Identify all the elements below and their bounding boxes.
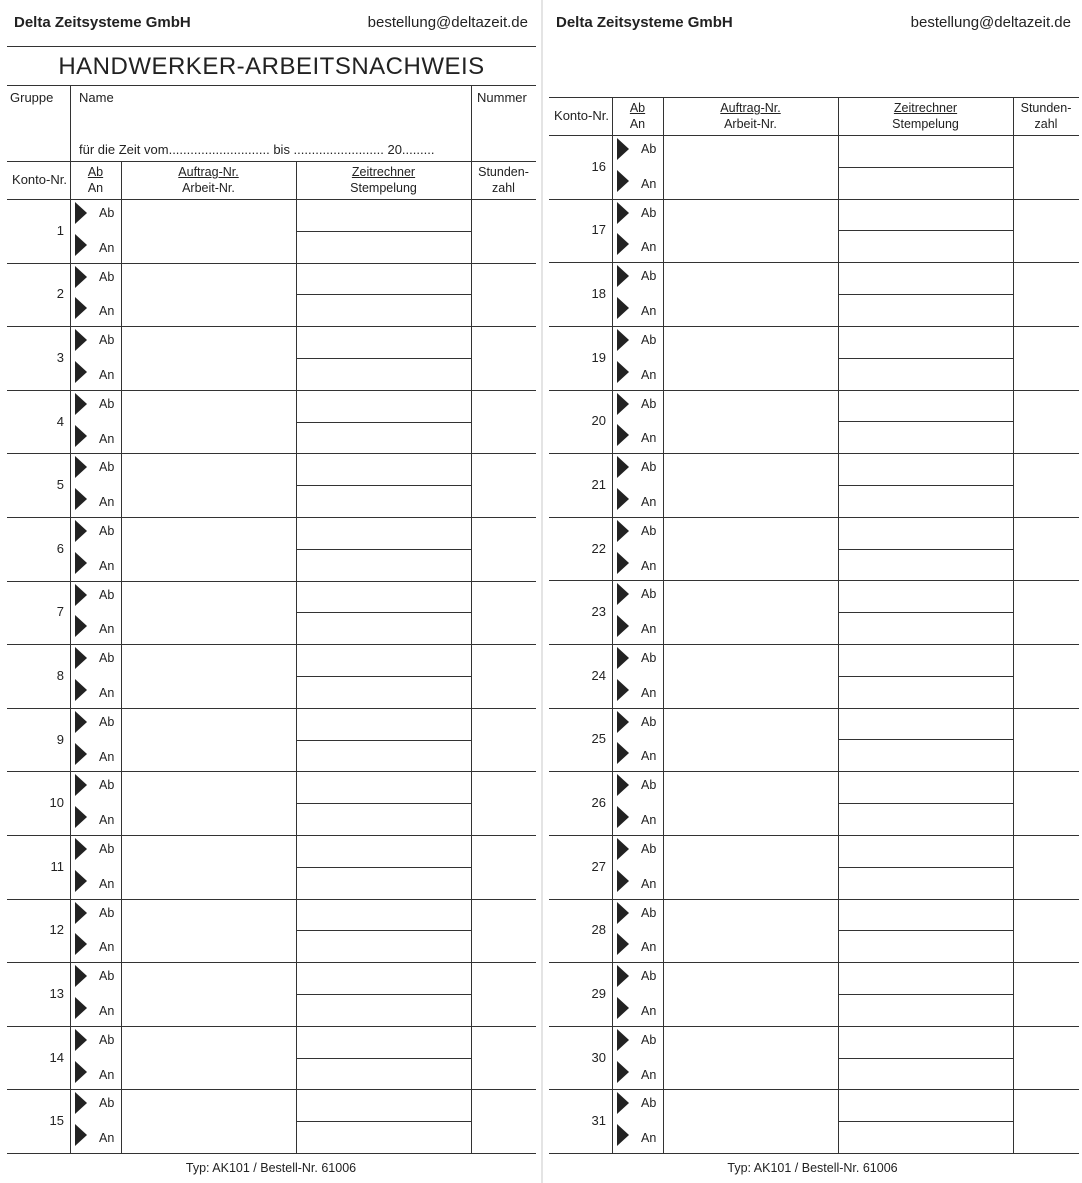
row-rule — [7, 453, 536, 454]
row-rule — [7, 326, 536, 327]
ab-marker-icon — [617, 329, 629, 351]
stempel-split-rule — [296, 1121, 471, 1122]
stempel-split-rule — [296, 612, 471, 613]
konto-number: 9 — [56, 732, 64, 747]
column-divider — [70, 161, 71, 1153]
an-label: An — [99, 368, 115, 382]
ab-label: Ab — [99, 651, 115, 665]
stempel-split-rule — [296, 358, 471, 359]
ab-marker-icon — [75, 266, 87, 288]
konto-number: 3 — [56, 350, 64, 365]
an-label: An — [641, 622, 657, 636]
stempel-split-rule — [296, 294, 471, 295]
konto-number: 26 — [591, 795, 606, 810]
an-label: An — [641, 749, 657, 763]
konto-number: 5 — [56, 477, 64, 492]
column-stundenzahl-suffix: zahl — [1034, 117, 1058, 131]
row-rule — [7, 1026, 536, 1027]
an-marker-icon — [75, 361, 87, 383]
table-bottom-rule — [7, 1153, 536, 1154]
an-marker-icon — [617, 742, 629, 764]
row-rule — [7, 390, 536, 391]
ab-marker-icon — [75, 711, 87, 733]
ab-label: Ab — [641, 651, 657, 665]
ab-marker-icon — [75, 774, 87, 796]
column-divider — [296, 161, 297, 1153]
row-rule — [7, 899, 536, 900]
row-rule — [7, 771, 536, 772]
ab-label: Ab — [641, 269, 657, 283]
row-rule — [7, 1089, 536, 1090]
konto-number: 10 — [49, 795, 64, 810]
stempel-split-rule — [296, 994, 471, 995]
ab-label: Ab — [99, 206, 115, 220]
an-label: An — [641, 877, 657, 891]
an-label: An — [99, 877, 115, 891]
row-rule — [549, 771, 1079, 772]
an-marker-icon — [75, 1061, 87, 1083]
an-marker-icon — [617, 1061, 629, 1083]
stempel-split-rule — [838, 930, 1013, 931]
stempel-split-rule — [296, 549, 471, 550]
an-marker-icon — [617, 552, 629, 574]
an-label: An — [641, 368, 657, 382]
ab-marker-icon — [75, 520, 87, 542]
ab-label: Ab — [99, 715, 115, 729]
company-name: Delta Zeitsysteme GmbH — [556, 14, 733, 31]
column-stundenzahl-suffix: zahl — [492, 181, 515, 195]
stempel-split-rule — [838, 421, 1013, 422]
row-rule — [549, 326, 1079, 327]
company-email: bestellung@deltazeit.de — [910, 14, 1071, 31]
ab-label: Ab — [99, 1033, 115, 1047]
an-label: An — [99, 559, 115, 573]
ab-label: Ab — [641, 1096, 657, 1110]
an-label: An — [99, 686, 115, 700]
konto-number: 15 — [49, 1113, 64, 1128]
row-rule — [549, 262, 1079, 263]
column-auftrag-nr: Auftrag-Nr. — [178, 165, 239, 179]
ab-marker-icon — [75, 838, 87, 860]
gruppe-label: Gruppe — [10, 90, 54, 105]
an-marker-icon — [617, 297, 629, 319]
stempel-split-rule — [838, 994, 1013, 995]
an-label: An — [99, 1131, 115, 1145]
an-label: An — [99, 432, 115, 446]
row-rule — [7, 263, 536, 264]
an-marker-icon — [617, 488, 629, 510]
ab-marker-icon — [75, 647, 87, 669]
column-zeitrechner: Zeitrechner — [893, 101, 958, 115]
ab-label: Ab — [99, 460, 115, 474]
column-stundenzahl: Stunden- — [1020, 101, 1072, 115]
table-bottom-rule — [549, 1153, 1079, 1154]
row-rule — [7, 517, 536, 518]
row-rule — [7, 835, 536, 836]
konto-number: 27 — [591, 859, 606, 874]
footer-order-info: Typ: AK101 / Bestell-Nr. 61006 — [185, 1161, 357, 1175]
nummer-label: Nummer — [477, 90, 527, 105]
an-marker-icon — [617, 615, 629, 637]
konto-number: 11 — [50, 859, 64, 874]
ab-marker-icon — [75, 456, 87, 478]
ab-label: Ab — [99, 588, 115, 602]
konto-number: 29 — [591, 986, 606, 1001]
ab-marker-icon — [75, 202, 87, 224]
an-marker-icon — [75, 425, 87, 447]
row-rule — [7, 581, 536, 582]
an-marker-icon — [75, 1124, 87, 1146]
an-marker-icon — [75, 615, 87, 637]
row-rule — [549, 580, 1079, 581]
ab-label: Ab — [641, 587, 657, 601]
card-back — [543, 0, 1082, 1183]
an-label: An — [641, 686, 657, 700]
ab-marker-icon — [617, 711, 629, 733]
stempel-split-rule — [838, 294, 1013, 295]
stempel-split-rule — [296, 485, 471, 486]
an-label: An — [641, 1131, 657, 1145]
row-rule — [7, 962, 536, 963]
ab-label: Ab — [99, 969, 115, 983]
column-arbeit-nr: Arbeit-Nr. — [724, 117, 777, 131]
ab-marker-icon — [75, 329, 87, 351]
an-label: An — [641, 495, 657, 509]
an-marker-icon — [617, 361, 629, 383]
an-marker-icon — [75, 234, 87, 256]
ab-label: Ab — [99, 270, 115, 284]
column-divider — [663, 97, 664, 1153]
an-label: An — [641, 813, 657, 827]
ab-marker-icon — [617, 265, 629, 287]
an-label: An — [641, 1068, 657, 1082]
ab-label: Ab — [641, 206, 657, 220]
column-an: An — [629, 117, 646, 131]
column-arbeit-nr: Arbeit-Nr. — [182, 181, 235, 195]
konto-number: 22 — [591, 541, 606, 556]
an-label: An — [641, 431, 657, 445]
column-an: An — [87, 181, 104, 195]
an-marker-icon — [617, 679, 629, 701]
an-marker-icon — [75, 933, 87, 955]
ab-label: Ab — [99, 842, 115, 856]
stempel-split-rule — [838, 1058, 1013, 1059]
an-label: An — [99, 622, 115, 636]
ab-label: Ab — [99, 333, 115, 347]
ab-marker-icon — [617, 647, 629, 669]
column-ab: Ab — [87, 165, 104, 179]
an-label: An — [641, 559, 657, 573]
ab-label: Ab — [641, 333, 657, 347]
konto-number: 21 — [591, 477, 606, 492]
stempel-split-rule — [838, 676, 1013, 677]
ab-label: Ab — [641, 142, 657, 156]
company-email: bestellung@deltazeit.de — [367, 14, 528, 31]
an-marker-icon — [75, 488, 87, 510]
an-label: An — [99, 813, 115, 827]
an-marker-icon — [617, 1124, 629, 1146]
konto-number: 2 — [56, 286, 64, 301]
ab-marker-icon — [617, 1029, 629, 1051]
name-label: Name — [79, 90, 114, 105]
stempel-split-rule — [838, 485, 1013, 486]
ab-marker-icon — [617, 902, 629, 924]
field-divider — [70, 85, 71, 162]
an-marker-icon — [75, 297, 87, 319]
row-rule — [549, 835, 1079, 836]
ab-label: Ab — [641, 778, 657, 792]
an-marker-icon — [617, 170, 629, 192]
ab-marker-icon — [75, 1092, 87, 1114]
company-name: Delta Zeitsysteme GmbH — [14, 14, 191, 31]
column-stempelung: Stempelung — [892, 117, 959, 131]
an-label: An — [641, 240, 657, 254]
an-label: An — [99, 495, 115, 509]
ab-marker-icon — [617, 1092, 629, 1114]
column-konto-nr: Konto-Nr. — [12, 172, 67, 187]
an-marker-icon — [75, 997, 87, 1019]
column-divider — [471, 161, 472, 1153]
konto-number: 28 — [591, 922, 606, 937]
ab-label: Ab — [641, 969, 657, 983]
konto-number: 14 — [49, 1050, 64, 1065]
column-ab: Ab — [629, 101, 646, 115]
row-rule — [549, 390, 1079, 391]
column-stundenzahl: Stunden- — [478, 165, 529, 179]
stempel-split-rule — [296, 422, 471, 423]
konto-number: 1 — [56, 223, 64, 238]
row-rule — [549, 199, 1079, 200]
header-rule — [7, 46, 536, 47]
column-stempelung: Stempelung — [350, 181, 417, 195]
ab-label: Ab — [641, 715, 657, 729]
konto-number: 8 — [56, 668, 64, 683]
konto-number: 12 — [49, 922, 64, 937]
row-rule — [549, 1089, 1079, 1090]
an-marker-icon — [617, 424, 629, 446]
an-marker-icon — [75, 870, 87, 892]
ab-label: Ab — [99, 778, 115, 792]
stempel-split-rule — [838, 803, 1013, 804]
an-label: An — [99, 304, 115, 318]
stempel-split-rule — [838, 230, 1013, 231]
an-label: An — [99, 1004, 115, 1018]
stempel-split-rule — [838, 167, 1013, 168]
ab-label: Ab — [99, 906, 115, 920]
ab-marker-icon — [75, 965, 87, 987]
ab-marker-icon — [75, 393, 87, 415]
row-rule — [549, 899, 1079, 900]
ab-marker-icon — [75, 1029, 87, 1051]
ab-label: Ab — [99, 397, 115, 411]
row-rule — [549, 517, 1079, 518]
an-label: An — [99, 940, 115, 954]
title-rule — [7, 85, 536, 86]
form-title: HANDWERKER-ARBEITSNACHWEIS — [58, 53, 485, 80]
table-head-rule — [7, 199, 536, 200]
ab-label: Ab — [641, 397, 657, 411]
ab-marker-icon — [75, 584, 87, 606]
konto-number: 16 — [591, 159, 606, 174]
stempel-split-rule — [296, 1058, 471, 1059]
an-marker-icon — [617, 806, 629, 828]
row-rule — [7, 708, 536, 709]
stempel-split-rule — [296, 676, 471, 677]
period-line: für die Zeit vom............................ bis ......................... 20......... — [79, 142, 435, 157]
konto-number: 4 — [56, 414, 64, 429]
konto-number: 6 — [56, 541, 64, 556]
stempel-split-rule — [296, 930, 471, 931]
stempel-split-rule — [296, 231, 471, 232]
column-auftrag-nr: Auftrag-Nr. — [720, 101, 781, 115]
row-rule — [549, 453, 1079, 454]
ab-label: Ab — [641, 842, 657, 856]
an-label: An — [99, 1068, 115, 1082]
footer-order-info: Typ: AK101 / Bestell-Nr. 61006 — [727, 1161, 898, 1175]
row-rule — [7, 644, 536, 645]
an-label: An — [641, 304, 657, 318]
field-divider — [471, 85, 472, 162]
konto-number: 31 — [591, 1113, 606, 1128]
an-label: An — [641, 1004, 657, 1018]
ab-marker-icon — [617, 774, 629, 796]
an-marker-icon — [617, 233, 629, 255]
ab-label: Ab — [641, 460, 657, 474]
konto-number: 20 — [591, 413, 606, 428]
an-marker-icon — [75, 552, 87, 574]
stempel-split-rule — [296, 867, 471, 868]
ab-label: Ab — [99, 1096, 115, 1110]
an-label: An — [641, 940, 657, 954]
column-divider — [1013, 97, 1014, 1153]
table-head-rule — [549, 135, 1079, 136]
row-rule — [549, 644, 1079, 645]
column-zeitrechner: Zeitrechner — [351, 165, 416, 179]
an-label: An — [99, 750, 115, 764]
konto-number: 23 — [591, 604, 606, 619]
table-top-rule — [7, 161, 536, 162]
konto-number: 24 — [591, 668, 606, 683]
konto-number: 7 — [56, 604, 64, 619]
an-marker-icon — [75, 679, 87, 701]
ab-marker-icon — [617, 838, 629, 860]
stempel-split-rule — [838, 358, 1013, 359]
stempel-split-rule — [838, 1121, 1013, 1122]
stempel-split-rule — [838, 867, 1013, 868]
konto-number: 30 — [591, 1050, 606, 1065]
column-divider — [121, 161, 122, 1153]
stempel-split-rule — [296, 803, 471, 804]
row-rule — [549, 1026, 1079, 1027]
konto-number: 19 — [591, 350, 606, 365]
konto-number: 17 — [591, 222, 606, 237]
konto-number: 13 — [49, 986, 64, 1001]
stempel-split-rule — [838, 612, 1013, 613]
ab-marker-icon — [75, 902, 87, 924]
ab-marker-icon — [617, 583, 629, 605]
an-marker-icon — [75, 806, 87, 828]
row-rule — [549, 962, 1079, 963]
stempel-split-rule — [838, 549, 1013, 550]
an-marker-icon — [617, 870, 629, 892]
row-rule — [549, 708, 1079, 709]
column-divider — [612, 97, 613, 1153]
an-label: An — [99, 241, 115, 255]
stempel-split-rule — [838, 739, 1013, 740]
ab-marker-icon — [617, 393, 629, 415]
ab-marker-icon — [617, 965, 629, 987]
ab-marker-icon — [617, 520, 629, 542]
konto-number: 25 — [591, 731, 606, 746]
konto-number: 18 — [591, 286, 606, 301]
ab-label: Ab — [641, 1033, 657, 1047]
ab-label: Ab — [641, 524, 657, 538]
stempel-split-rule — [296, 740, 471, 741]
an-marker-icon — [75, 743, 87, 765]
table-top-rule — [549, 97, 1079, 98]
ab-label: Ab — [641, 906, 657, 920]
an-label: An — [641, 177, 657, 191]
column-konto-nr: Konto-Nr. — [554, 108, 609, 123]
ab-marker-icon — [617, 456, 629, 478]
ab-marker-icon — [617, 138, 629, 160]
ab-label: Ab — [99, 524, 115, 538]
ab-marker-icon — [617, 202, 629, 224]
an-marker-icon — [617, 997, 629, 1019]
an-marker-icon — [617, 933, 629, 955]
